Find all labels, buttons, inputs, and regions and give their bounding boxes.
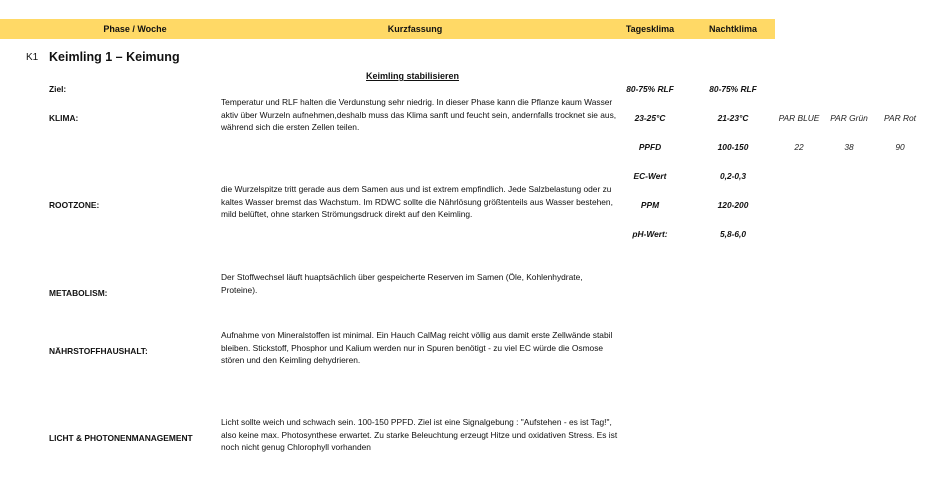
value-ph-night: 5,8-6,0: [719, 229, 747, 239]
section-id: K1: [26, 52, 39, 63]
value-ec-night: 0,2-0,3: [719, 171, 747, 181]
text-metabolism: Der Stoffwechsel läuft huaptsächlich über gespeicherte Reserven im Samen (Öle, Kohlenhydrate, Proteine).: [221, 272, 583, 295]
label-licht: LICHT & PHOTONENMANAGEMENT: [49, 433, 193, 443]
value-ph-day: pH-Wert:: [632, 229, 668, 239]
text-klima: Temperatur und RLF halten die Verdunstung sehr niedrig. In dieser Phase kann die Pflanze kaum Wasser aktiv über Wurzeln aufnehmen,deshalb muss das Klima sanft und feucht sein, andernfalls trocknet sie aus, während sich die ersten Zellen teilen.: [221, 97, 617, 132]
header-night-climate: Nachtklima: [708, 24, 758, 34]
label-metabolism: METABOLISM:: [49, 288, 108, 298]
value-ec-day: EC-Wert: [633, 171, 667, 181]
value-rlf-night: 80-75% RLF: [709, 84, 757, 94]
value-temp-day: 23-25°C: [634, 113, 666, 123]
text-naehrstoffhaushalt: Aufnahme von Mineralstoffen ist minimal. Ein Hauch CalMag reicht völlig aus damit erste Zellwände stabil bleiben. Stickstoff, Phosphor und Kalium werden nur in Spuren benötigt - zu viel EC würde die Osmose stören und den Keimling dehydrieren.: [221, 330, 613, 365]
header-day-climate: Tagesklima: [625, 24, 675, 34]
value-rlf-day: 80-75% RLF: [626, 84, 674, 94]
section-title: Keimling 1 – Keimung: [49, 50, 180, 64]
section-subtitle: Keimling stabilisieren: [366, 71, 460, 81]
value-ppm-day: PPM: [640, 200, 660, 210]
value-ppm-night: 120-200: [717, 200, 749, 210]
value-ppfd-night: 100-150: [717, 142, 749, 152]
par-value-green: 38: [844, 142, 854, 152]
label-klima: KLIMA:: [49, 113, 79, 123]
text-rootzone: die Wurzelspitze tritt gerade aus dem Samen aus und ist extrem empfindlich. Jede Salzbelastung oder zu kaltes Wasser bremst das Wachstum. Im RDWC sollte die Nährlösung größtenteils aus Wasser bestehen, mild belüftet, ohne starken Strömungsdruck direkt auf den Keimling.: [221, 184, 613, 219]
text-licht: Licht sollte weich und schwach sein. 100-150 PPFD. Ziel ist eine Signalgebung : "Aufstehen - es ist Tag!", also keine max. Photosynthese erwartet. Zu starke Beleuchtung erzeugt Hitze und oxidativen Stress. Es ist noch nicht genug Chlorophyll vorhanden: [221, 417, 618, 452]
header-summary: Kurzfassung: [387, 24, 443, 34]
label-ziel: Ziel:: [49, 84, 67, 94]
par-value-blue: 22: [794, 142, 804, 152]
par-value-red: 90: [895, 142, 905, 152]
value-temp-night: 21-23°C: [717, 113, 749, 123]
par-header-green: PAR Grün: [830, 113, 868, 123]
label-naehrstoffhaushalt: NÄHRSTOFFHAUSHALT:: [49, 346, 148, 356]
value-ppfd-day: PPFD: [638, 142, 662, 152]
par-header-blue: PAR BLUE: [778, 113, 820, 123]
par-header-red: PAR Rot: [884, 113, 916, 123]
header-phase: Phase / Woche: [103, 24, 167, 34]
label-rootzone: ROOTZONE:: [49, 200, 100, 210]
